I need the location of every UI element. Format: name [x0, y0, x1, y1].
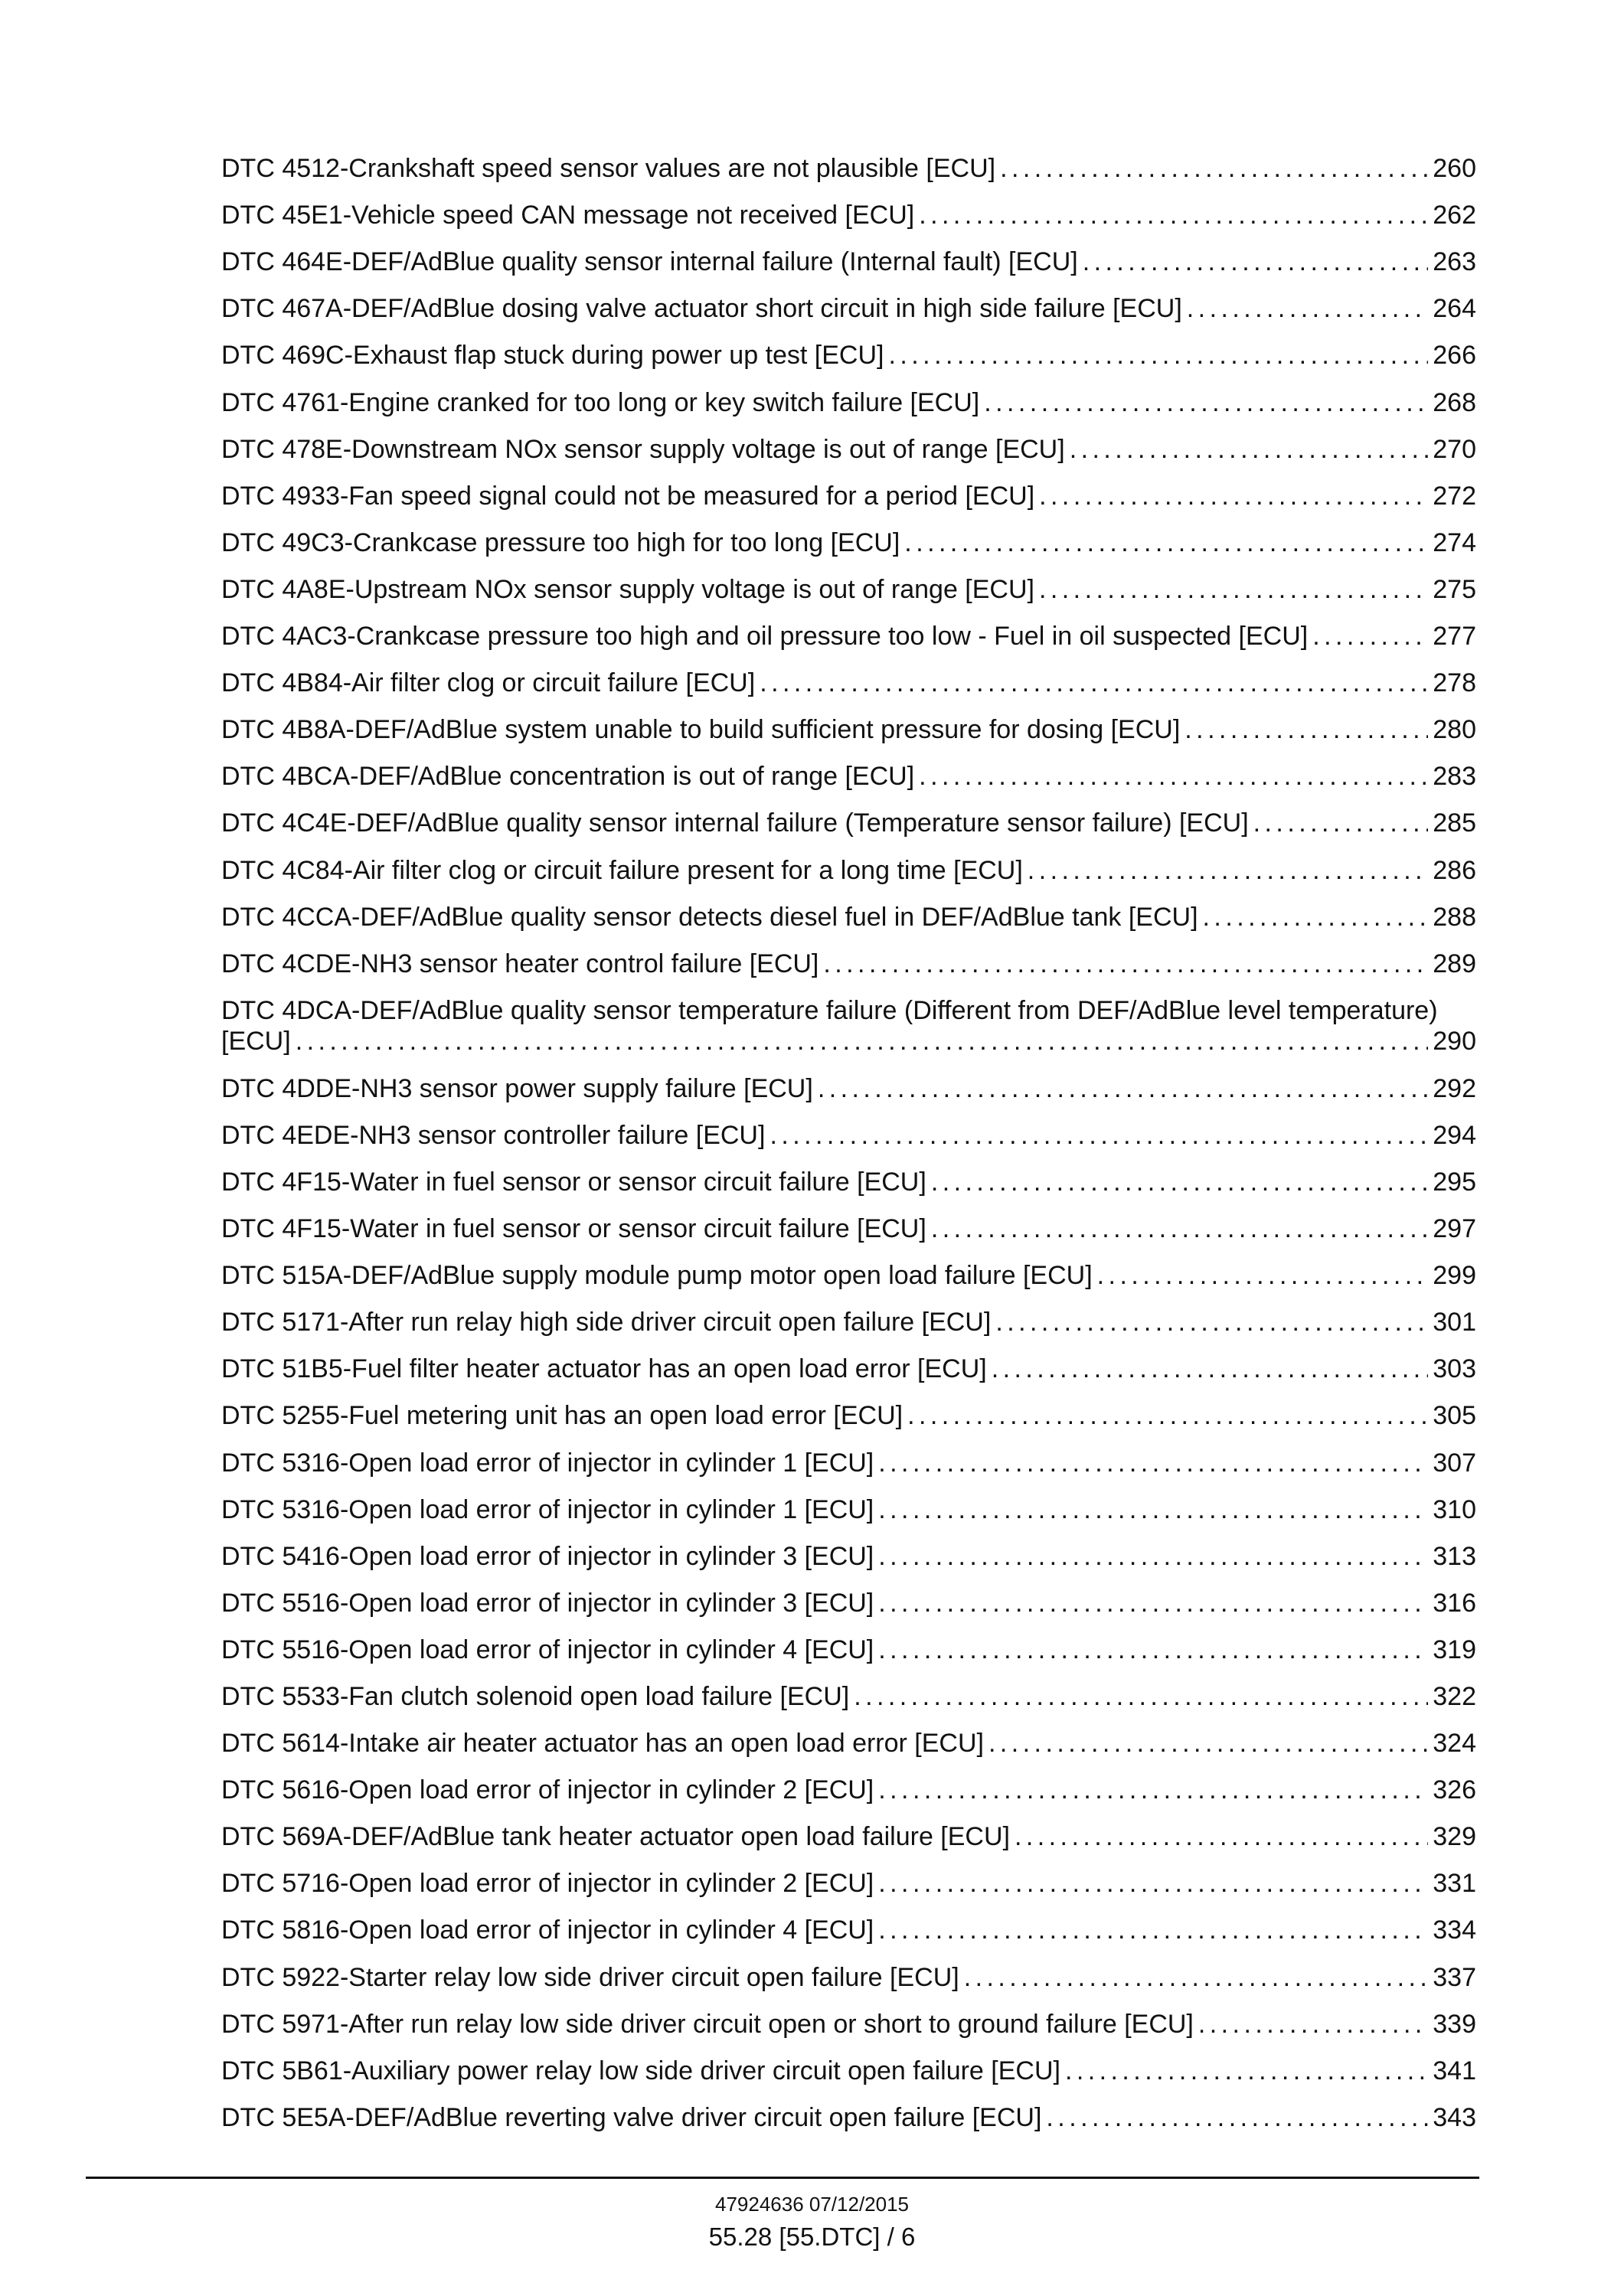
toc-entry-page: 316	[1433, 1588, 1476, 1618]
toc-entry[interactable]	[221, 1582, 1476, 1629]
toc-entry[interactable]	[221, 522, 1476, 569]
dot-leader	[878, 1635, 1428, 1665]
dot-leader	[818, 1073, 1428, 1104]
toc-entry-title: DTC 45E1-Vehicle speed CAN message not received [ECU]	[221, 201, 915, 230]
dot-leader	[878, 1541, 1428, 1572]
toc-entry-page: 288	[1433, 902, 1476, 932]
toc-entry-title: DTC 4AC3-Crankcase pressure too high and oil pressure too low - Fuel in oil suspected [ECU]	[221, 622, 1309, 652]
toc-entry-page: 324	[1433, 1729, 1476, 1759]
toc-entry[interactable]	[221, 569, 1476, 616]
toc-entry[interactable]	[221, 475, 1476, 522]
dot-leader	[919, 200, 1428, 230]
toc-entry-title: DTC 5616-Open load error of injector in cylinder 2 [ECU]	[221, 1775, 874, 1805]
toc-entry-page: 339	[1433, 2009, 1476, 2039]
toc-entry[interactable]	[221, 1536, 1476, 1582]
dot-leader	[919, 761, 1428, 792]
dot-leader	[1039, 574, 1428, 605]
toc-entry-page: 292	[1433, 1073, 1476, 1103]
toc-entry-title: DTC 51B5-Fuel filter heater actuator has an open load error [ECU]	[221, 1354, 987, 1384]
toc-entry[interactable]	[221, 148, 1476, 194]
toc-entry[interactable]	[221, 1442, 1476, 1488]
toc-entry-page: 289	[1433, 949, 1476, 978]
toc-entry-title: DTC 569A-DEF/AdBlue tank heater actuator open load failure [ECU]	[221, 1822, 1010, 1852]
dot-leader	[988, 1728, 1428, 1759]
toc-entry[interactable]	[221, 1676, 1476, 1723]
dot-leader	[1312, 621, 1428, 652]
dot-leader	[1198, 2009, 1428, 2040]
footer-rule	[86, 2177, 1479, 2179]
toc-entry-page: 285	[1433, 808, 1476, 838]
toc-entry-title: DTC 5614-Intake air heater actuator has an open load error [ECU]	[221, 1729, 984, 1759]
toc-entry-title: DTC 4CCA-DEF/AdBlue quality sensor detects diesel fuel in DEF/AdBlue tank [ECU]	[221, 902, 1198, 932]
toc-entry-page: 260	[1433, 154, 1476, 184]
toc-entry-page: 266	[1433, 341, 1476, 371]
toc-entry-title: DTC 5316-Open load error of injector in cylinder 1 [ECU]	[221, 1448, 874, 1478]
toc-entry-page: 322	[1433, 1682, 1476, 1711]
toc-entry-title-continued: [ECU]	[221, 1026, 291, 1056]
toc-entry-page: 263	[1433, 247, 1476, 277]
toc-entry[interactable]	[221, 429, 1476, 475]
toc-entry-page: 274	[1433, 527, 1476, 557]
toc-entry[interactable]	[221, 1629, 1476, 1676]
dot-leader	[760, 668, 1428, 698]
dot-leader	[964, 1962, 1429, 1993]
toc-entry-page: 343	[1433, 2102, 1476, 2132]
toc-entry-title: DTC 4B8A-DEF/AdBlue system unable to build sufficient pressure for dosing [ECU]	[221, 715, 1181, 745]
toc-entry-title: DTC 5533-Fan clutch solenoid open load failure [ECU]	[221, 1682, 850, 1711]
toc-entry[interactable]	[221, 802, 1476, 849]
toc-entry[interactable]	[221, 1348, 1476, 1395]
dot-leader	[296, 1026, 1429, 1057]
toc-entry[interactable]	[221, 1395, 1476, 1442]
toc-entry-title: DTC 4CDE-NH3 sensor heater control failure [ECU]	[221, 949, 819, 978]
toc-entry[interactable]	[221, 1302, 1476, 1348]
toc-entry-page: 270	[1433, 434, 1476, 464]
dot-leader	[823, 949, 1428, 979]
toc-entry[interactable]	[221, 1068, 1476, 1115]
toc-entry-title: DTC 4DCA-DEF/AdBlue quality sensor temperature failure (Different from DEF/AdBlue level temperature)	[221, 995, 1438, 1025]
dot-leader	[984, 387, 1428, 418]
dot-leader	[878, 1915, 1428, 1945]
toc-entry-page: 275	[1433, 574, 1476, 604]
toc-entry-title: DTC 5971-After run relay low side driver circuit open or short to ground failure [ECU]	[221, 2009, 1194, 2039]
toc-entry-page: 286	[1433, 855, 1476, 885]
toc-entry-title: DTC 515A-DEF/AdBlue supply module pump motor open load failure [ECU]	[221, 1261, 1093, 1291]
toc-entry-title: DTC 5516-Open load error of injector in cylinder 3 [ECU]	[221, 1588, 874, 1618]
dot-leader	[995, 1307, 1428, 1337]
toc-entry-title: DTC 5316-Open load error of injector in cylinder 1 [ECU]	[221, 1494, 874, 1524]
toc-entry-title: DTC 49C3-Crankcase pressure too high for too long [ECU]	[221, 527, 900, 557]
toc-entry[interactable]	[221, 990, 1476, 1068]
toc-entry-page: 305	[1433, 1401, 1476, 1431]
toc-entry-page: 313	[1433, 1541, 1476, 1571]
toc-entry-page: 299	[1433, 1261, 1476, 1291]
toc-entry-title: DTC 4C84-Air filter clog or circuit failure present for a long time [ECU]	[221, 855, 1023, 885]
toc-entry-title: DTC 478E-Downstream NOx sensor supply voltage is out of range [ECU]	[221, 434, 1065, 464]
dot-leader	[1187, 293, 1428, 324]
toc-entry-page: 341	[1433, 2056, 1476, 2085]
toc-entry-page: 326	[1433, 1775, 1476, 1805]
toc-entry-page: 283	[1433, 762, 1476, 792]
toc-entry-page: 337	[1433, 1962, 1476, 1992]
toc-entry[interactable]	[221, 1769, 1476, 1816]
toc-entry-title: DTC 5922-Starter relay low side driver circuit open failure [ECU]	[221, 1962, 959, 1992]
toc-entry[interactable]	[221, 1723, 1476, 1769]
toc-entry-title: DTC 4512-Crankshaft speed sensor values are not plausible [ECU]	[221, 154, 996, 184]
toc-entry[interactable]	[221, 1115, 1476, 1161]
dot-leader	[889, 340, 1429, 371]
toc-entry-title: DTC 5255-Fuel metering unit has an open load error [ECU]	[221, 1401, 903, 1431]
toc-entry[interactable]	[221, 2050, 1476, 2097]
toc-entry-page: 277	[1433, 622, 1476, 652]
toc-entry[interactable]	[221, 756, 1476, 802]
toc-entry[interactable]	[221, 288, 1476, 335]
toc-entry[interactable]	[221, 1489, 1476, 1536]
toc-entry[interactable]	[221, 1255, 1476, 1302]
toc-entry[interactable]	[221, 241, 1476, 288]
footer-page-label: 55.28 [55.DTC] / 6	[708, 2223, 916, 2251]
toc-entry-title: DTC 5716-Open load error of injector in cylinder 2 [ECU]	[221, 1869, 874, 1899]
toc-entry[interactable]	[221, 897, 1476, 943]
table-of-contents	[221, 148, 1476, 2144]
dot-leader	[854, 1681, 1428, 1712]
toc-entry-page: 319	[1433, 1635, 1476, 1664]
toc-entry-title: DTC 4EDE-NH3 sensor controller failure [ECU]	[221, 1120, 766, 1150]
dot-leader	[878, 1588, 1428, 1618]
dot-leader	[931, 1167, 1428, 1197]
toc-entry[interactable]	[221, 1956, 1476, 2003]
toc-entry[interactable]	[221, 662, 1476, 709]
dot-leader	[1083, 247, 1429, 277]
toc-entry-title: DTC 5B61-Auxiliary power relay low side driver circuit open failure [ECU]	[221, 2056, 1060, 2085]
toc-entry-page: 310	[1433, 1494, 1476, 1524]
toc-entry-title: DTC 4761-Engine cranked for too long or key switch failure [ECU]	[221, 387, 980, 417]
toc-entry-title: DTC 4F15-Water in fuel sensor or sensor circuit failure [ECU]	[221, 1167, 926, 1197]
toc-entry-page: 262	[1433, 201, 1476, 230]
toc-entry-page: 290	[1433, 1026, 1476, 1056]
toc-entry-title: DTC 4DDE-NH3 sensor power supply failure [ECU]	[221, 1073, 813, 1103]
dot-leader	[1185, 714, 1428, 745]
dot-leader	[1028, 855, 1428, 886]
toc-entry[interactable]	[221, 616, 1476, 662]
toc-entry[interactable]	[221, 1208, 1476, 1255]
toc-entry-page: 334	[1433, 1916, 1476, 1945]
toc-entry[interactable]	[221, 1816, 1476, 1863]
dot-leader	[992, 1354, 1429, 1384]
toc-entry-title: DTC 5171-After run relay high side driver circuit open failure [ECU]	[221, 1308, 992, 1337]
toc-entry-title: DTC 4933-Fan speed signal could not be measured for a period [ECU]	[221, 481, 1035, 511]
toc-entry[interactable]	[221, 1863, 1476, 1909]
toc-entry-title: DTC 4B84-Air filter clog or circuit failure [ECU]	[221, 668, 756, 698]
toc-entry-title: DTC 469C-Exhaust flap stuck during power up test [ECU]	[221, 341, 884, 371]
dot-leader	[1097, 1260, 1429, 1291]
toc-entry-page: 264	[1433, 294, 1476, 324]
toc-entry[interactable]	[221, 194, 1476, 241]
dot-leader	[770, 1120, 1428, 1151]
dot-leader	[878, 1775, 1428, 1805]
toc-entry-title: DTC 4BCA-DEF/AdBlue concentration is out of range [ECU]	[221, 762, 915, 792]
dot-leader	[907, 1400, 1428, 1431]
toc-entry-page: 301	[1433, 1308, 1476, 1337]
toc-entry[interactable]	[221, 849, 1476, 896]
toc-entry[interactable]	[221, 2097, 1476, 2144]
toc-entry-title: DTC 4A8E-Upstream NOx sensor supply voltage is out of range [ECU]	[221, 574, 1034, 604]
toc-entry-page: 331	[1433, 1869, 1476, 1899]
dot-leader	[1046, 2102, 1428, 2133]
dot-leader	[931, 1213, 1428, 1244]
toc-entry-title: DTC 5516-Open load error of injector in cylinder 4 [ECU]	[221, 1635, 874, 1664]
toc-entry-page: 268	[1433, 387, 1476, 417]
toc-entry[interactable]	[221, 381, 1476, 428]
toc-entry-page: 307	[1433, 1448, 1476, 1478]
toc-entry-page: 272	[1433, 481, 1476, 511]
toc-entry-page: 295	[1433, 1167, 1476, 1197]
footer-doc-id: 47924636 07/12/2015	[714, 2193, 910, 2216]
toc-entry-title: DTC 467A-DEF/AdBlue dosing valve actuator short circuit in high side failure [ECU]	[221, 294, 1182, 324]
toc-entry-title: DTC 5816-Open load error of injector in cylinder 4 [ECU]	[221, 1916, 874, 1945]
toc-entry-title: DTC 5416-Open load error of injector in cylinder 3 [ECU]	[221, 1541, 874, 1571]
toc-entry[interactable]	[221, 943, 1476, 990]
toc-entry-title: DTC 464E-DEF/AdBlue quality sensor internal failure (Internal fault) [ECU]	[221, 247, 1078, 277]
dot-leader	[878, 1868, 1428, 1899]
toc-entry[interactable]	[221, 335, 1476, 381]
toc-entry-page: 329	[1433, 1822, 1476, 1852]
toc-entry[interactable]	[221, 2004, 1476, 2050]
toc-entry[interactable]	[221, 1161, 1476, 1208]
dot-leader	[1039, 481, 1428, 511]
toc-entry-page: 297	[1433, 1214, 1476, 1244]
toc-entry-title: DTC 4C4E-DEF/AdBlue quality sensor internal failure (Temperature sensor failure) [ECU]	[221, 808, 1249, 838]
toc-entry-page: 303	[1433, 1354, 1476, 1384]
toc-entry-page: 280	[1433, 715, 1476, 745]
toc-entry[interactable]	[221, 709, 1476, 756]
toc-entry-page: 294	[1433, 1120, 1476, 1150]
dot-leader	[1000, 153, 1428, 184]
dot-leader	[878, 1494, 1428, 1525]
dot-leader	[1015, 1821, 1428, 1852]
toc-entry-title: DTC 5E5A-DEF/AdBlue reverting valve driver circuit open failure [ECU]	[221, 2102, 1042, 2132]
dot-leader	[904, 527, 1428, 558]
toc-entry[interactable]	[221, 1909, 1476, 1956]
dot-leader	[1203, 902, 1429, 932]
dot-leader	[1070, 434, 1429, 465]
dot-leader	[1253, 808, 1429, 838]
toc-entry-title: DTC 4F15-Water in fuel sensor or sensor circuit failure [ECU]	[221, 1214, 926, 1244]
toc-entry-page: 278	[1433, 668, 1476, 698]
dot-leader	[878, 1448, 1428, 1478]
dot-leader	[1065, 2056, 1428, 2086]
